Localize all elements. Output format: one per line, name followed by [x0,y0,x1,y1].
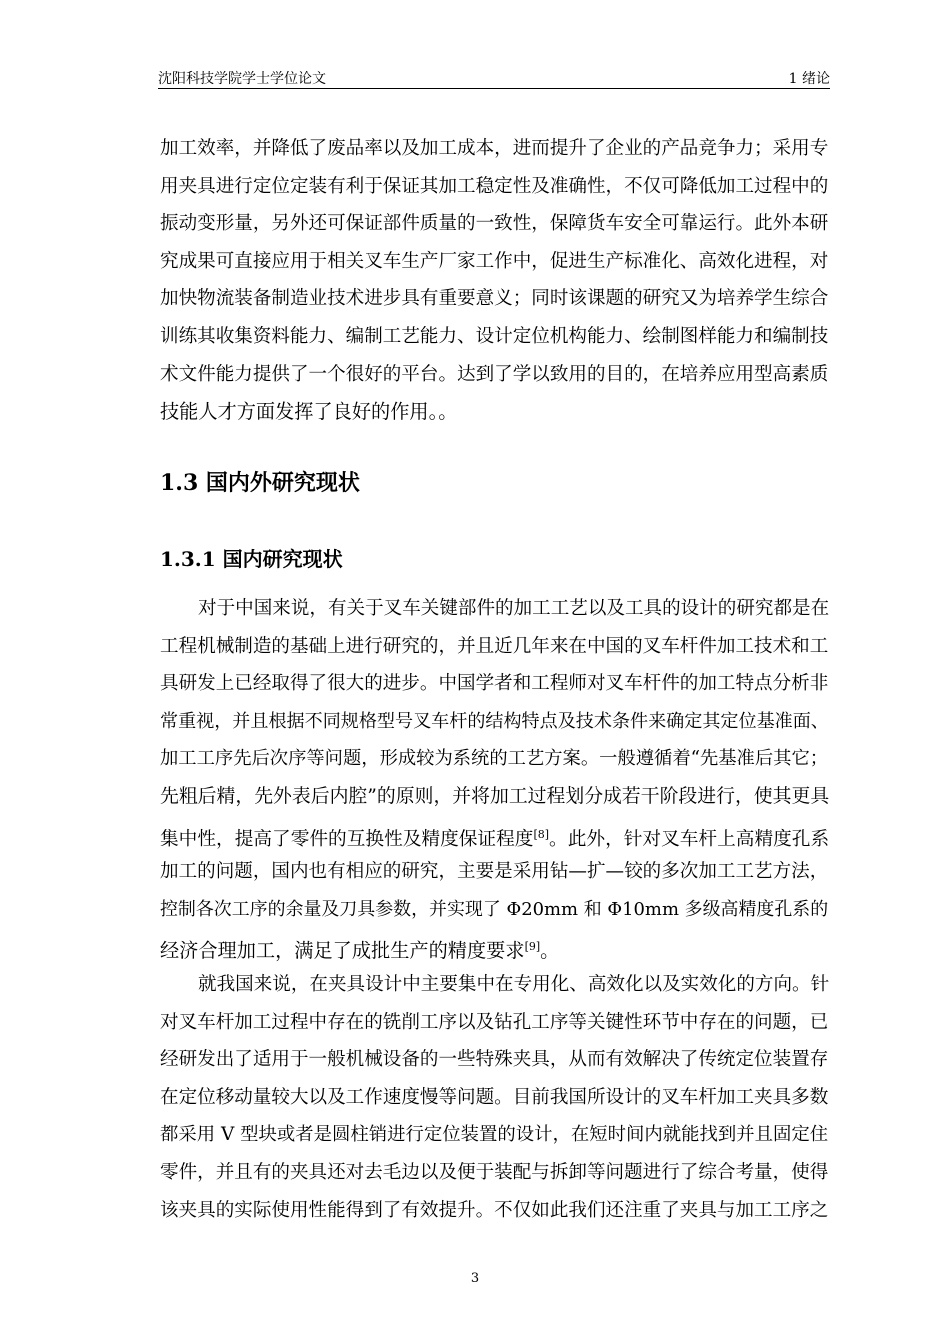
header-chapter-title: 1 绪论 [788,71,830,87]
header-thesis-title: 沈阳科技学院学士学位论文 [158,71,326,87]
text-line: 加工的问题，国内也有相应的研究，主要是采用钻—扩—铰的多次加工工艺方法， [160,861,829,883]
text-segment: 。 [540,939,560,963]
text-line: 常重视，并且根据不同规格型号叉车杆的结构特点及技术条件来确定其定位基准面、 [160,710,829,732]
text-line: 术文件能力提供了一个很好的平台。达到了学以致用的目的，在培养应用型高素质 [160,363,829,385]
text-line: 经研发出了适用于一般机械设备的一些特殊夹具，从而有效解决了传统定位装置存 [160,1049,829,1071]
text-line: 工程机械制造的基础上进行研究的，并且近几年来在中国的叉车杆件加工技术和工 [160,635,829,657]
text-segment: 。此外，针对叉车杆上高精度孔系 [549,828,830,850]
text-line: 该夹具的实际使用性能得到了有效提升。不仅如此我们还注重了夹具与加工工序之 [160,1199,829,1221]
text-line: 加工工序先后次序等问题，形成较为系统的工艺方案。一般遵循着“先基准后其它； [160,748,829,770]
text-line: 先粗后精，先外表后内腔”的原则，并将加工过程划分成若干阶段进行，使其更具 [160,785,830,807]
text-line: 在定位移动量较大以及工作速度慢等问题。目前我国所设计的叉车杆加工夹具多数 [160,1086,829,1108]
text-line: 具研发上已经取得了很大的进步。中国学者和工程师对叉车杆件的加工特点分析非 [160,673,829,695]
text-line: 加工效率，并降低了废品率以及加工成本，进而提升了企业的产品竞争力；采用专 [160,138,829,159]
text-line [160,928,832,966]
text-line: 对于中国来说，有关于叉车关键部件的加工工艺以及工具的设计的研究都是在 [198,598,830,619]
text-segment: 经济合理加工，满足了成批生产的精度要求 [160,939,525,963]
text-line: 训练其收集资料能力、编制工艺能力、设计定位机构能力、绘制图样能力和编制技 [160,325,829,347]
paragraph-domestic-research [160,590,832,966]
text-line: 用夹具进行定位定装有利于保证其加工稳定性及准确性，不仅可降低加工过程中的 [160,175,829,197]
citation-ref: [9] [524,940,541,954]
text-line: 振动变形量，另外还可保证部件质量的一致性，保障货车安全可靠运行。此外本研 [160,213,829,235]
text-line: 控制各次工序的余量及刀具参数，并实现了 Φ20mm 和 Φ10mm 多级高精度孔系的 [160,898,829,920]
text-line: 技能人才方面发挥了良好的作用。。 [160,400,458,424]
text-line: 都采用 V 型块或者是圆柱销进行定位装置的设计，在短时间内就能找到并且固定住 [160,1124,829,1146]
section-heading: 1.3 国内外研究现状 [160,470,360,496]
citation-ref: [8] [533,827,550,841]
text-segment: 集中性，提高了零件的互换性及精度保证程度 [160,828,534,850]
text-line [160,816,832,854]
text-line: 究成果可直接应用于相关叉车生产厂家工作中，促进生产标准化、高效化进程，对 [160,250,829,272]
text-line: 加快物流装备制造业技术进步具有重要意义；同时该课题的研究又为培养学生综合 [160,288,829,310]
subsection-heading: 1.3.1 国内研究现状 [160,547,343,571]
text-line: 就我国来说，在夹具设计中主要集中在专用化、高效化以及实效化的方向。针 [198,974,830,995]
paragraph-fixture-design [160,966,832,1229]
text-line: 对叉车杆加工过程中存在的铣削工序以及钻孔工序等关键性环节中存在的问题，已 [160,1011,829,1033]
text-line: 零件，并且有的夹具还对去毛边以及便于装配与拆卸等问题进行了综合考量，使得 [160,1161,829,1183]
page-number: 3 [470,1271,480,1286]
paragraph-significance [160,130,832,431]
page-header [158,66,830,89]
